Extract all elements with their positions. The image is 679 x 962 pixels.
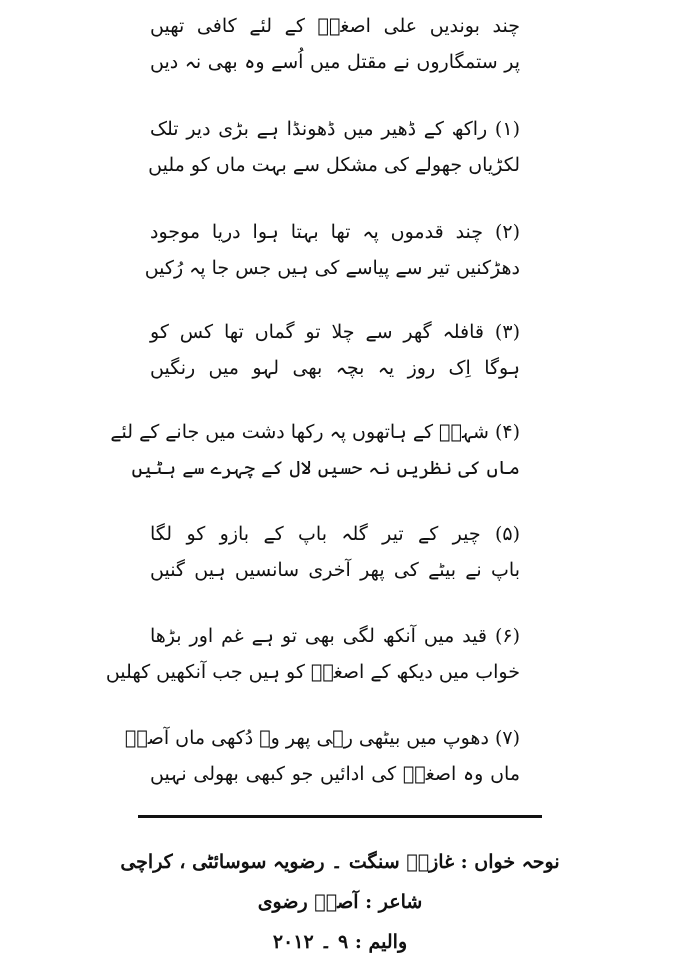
reciter-credit: نوحہ خواں : غازیؑ سنگت ۔ رضویہ سوسائٹی ، کراچی [120, 851, 560, 873]
verse-line: (۷) دھوپ میں بیٹھی رہی پھر وہ دُکھی ماں آصفؔ [124, 727, 520, 749]
verse-line: ماں وہ اصغرؑ کی ادائیں جو کبھی بھولی نہیں [150, 763, 520, 785]
verse-line: باپ نے بیٹے کی پھر آخری سانسیں ہیں گنیں [150, 559, 520, 581]
verse-line: ہوگا اِک روز یہ بچہ بھی لہو میں رنگیں [150, 357, 520, 379]
verse-line: ماں کی نظریں نہ حسیں لال کے چہرے سے ہٹیں [131, 457, 520, 479]
verse-line: چند بوندیں علی اصغرؑ کے لئے کافی تھیں [150, 15, 520, 37]
volume-year: والیم : ۹ ۔ ۲۰۱۲ [272, 931, 408, 953]
verse-line: (۳) قافلہ گھر سے چلا تو گماں تھا کس کو [150, 321, 520, 343]
verse-line: (۵) چیر کے تیر گلہ باپ کے بازو کو لگا [150, 523, 520, 545]
stanza-7 [124, 720, 520, 792]
verse-line: (۱) راکھ کے ڈھیر میں ڈھونڈا ہے بڑی دیر تلک [150, 118, 520, 140]
credits-footer [100, 842, 580, 962]
stanza-3 [150, 314, 520, 386]
stanza-4 [110, 414, 520, 486]
verse-line: لکڑیاں جھولے کی مشکل سے بہت ماں کو ملیں [148, 154, 520, 176]
stanza-5 [150, 516, 520, 588]
verse-line: پر ستمگاروں نے مقتل میں اُسے وہ بھی نہ دیں [150, 51, 520, 73]
stanza-refrain [150, 8, 520, 80]
poet-credit: شاعر : آصفؔ رضوی [257, 891, 423, 913]
footer-divider [138, 815, 542, 818]
verse-line: (۴) شہہؑ کے ہاتھوں پہ رکھا دشت میں جانے کے لئے [110, 421, 520, 443]
stanza-2 [144, 214, 520, 286]
verse-line: دھڑکنیں تیر سے پیاسے کی ہیں جس جا پہ رُکیں [144, 257, 520, 279]
stanza-6 [105, 618, 520, 690]
stanza-1 [150, 111, 520, 183]
verse-line: (۶) قید میں آنکھ لگی بھی تو ہے غم اور بڑھا [150, 625, 520, 647]
verse-line: خواب میں دیکھ کے اصغرؑ کو ہیں جب آنکھیں کھلیں [105, 661, 520, 683]
verse-line: (۲) چند قدموں پہ تھا بہتا ہوا دریا موجود [150, 221, 520, 243]
